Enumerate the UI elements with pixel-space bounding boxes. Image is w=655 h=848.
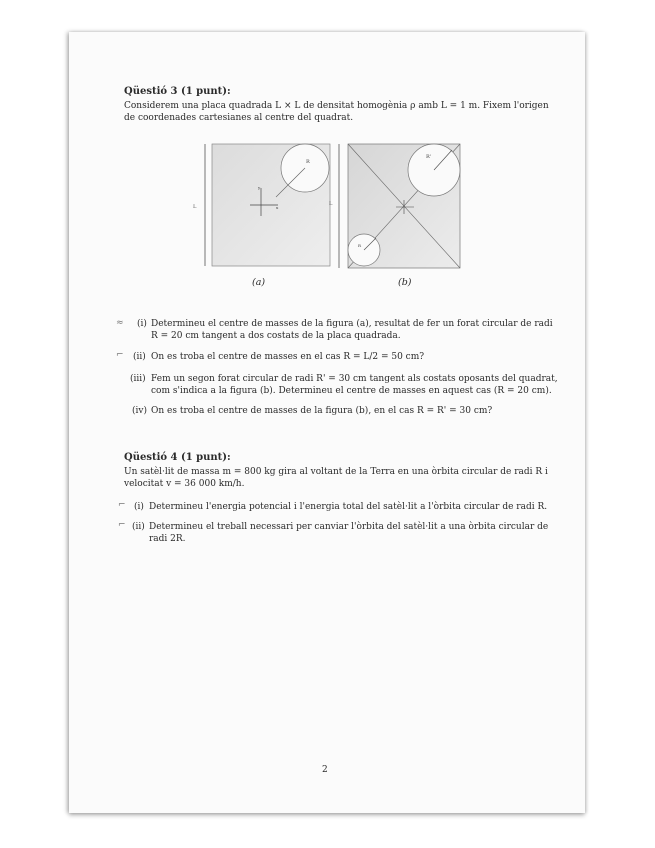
radius-label: R [306,159,310,165]
handwritten-mark: ⌐ [116,350,124,360]
figure-b [328,138,468,288]
q3-item-iv-line-1: On es troba el centre de masses de la figura (b), en el cas R = R' = 30 cm? [151,406,493,416]
side-label-L: L [329,201,333,207]
figure-a [188,138,336,288]
q3-item-i-number: (i) [137,319,147,329]
q4-item-i-number: (i) [134,502,144,512]
q4-item-ii-number: (ii) [132,522,145,532]
question-3-title: Qüestió 3 (1 punt): [124,86,231,97]
x-axis-label: x [276,205,279,210]
q3-item-ii-line-1: On es troba el centre de masses en el cas R = L/2 = 50 cm? [151,352,425,362]
q3-item-iii-number: (iii) [130,374,146,384]
figure-b-caption: (b) [398,277,412,288]
question-4-title: Qüestió 4 (1 punt): [124,452,231,463]
question-4-intro-line-2: velocitat v = 36 000 km/h. [124,479,245,489]
q4-item-i-line-1: Determineu l'energia potencial i l'energia total del satèl·lit a l'òrbita circular de radi R. [149,502,548,512]
question-4-intro-line-1: Un satèl·lit de massa m = 800 kg gira al voltant de la Terra en una òrbita circular de radi R i [124,467,548,477]
handwritten-mark: ⌐ [118,500,126,510]
q4-item-ii-line-1: Determineu el treball necessari per canviar l'òrbita del satèl·lit a una òrbita circular de [149,522,549,532]
side-label-L: L [193,204,197,210]
large-radius-label: R' [426,154,432,160]
page-number: 2 [322,765,328,775]
q3-item-iv-number: (iv) [132,406,147,416]
handwritten-mark: ≈ [116,318,124,328]
y-axis-label: y [258,185,261,190]
q3-item-ii-number: (ii) [133,352,146,362]
question-3-intro-line-1: Considerem una placa quadrada L × L de densitat homogènia ρ amb L = 1 m. Fixem l'origen [124,101,549,111]
q3-item-iii-line-2: com s'indica a la figura (b). Determineu el centre de masses en aquest cas (R = 20 cm). [151,386,552,396]
small-radius-label: R [358,243,362,248]
q4-item-ii-line-2: radi 2R. [149,534,186,544]
handwritten-mark: ⌐ [118,520,126,530]
q3-item-iii-line-1: Fem un segon forat circular de radi R' = 30 cm tangent als costats oposants del quadrat, [151,374,558,384]
question-3-intro-line-2: de coordenades cartesianes al centre del quadrat. [124,113,354,123]
figure-a-caption: (a) [252,277,266,288]
q3-item-i-line-2: R = 20 cm tangent a dos costats de la placa quadrada. [151,331,401,341]
q3-item-i-line-1: Determineu el centre de masses de la figura (a), resultat de fer un forat circular de radi [151,319,553,329]
